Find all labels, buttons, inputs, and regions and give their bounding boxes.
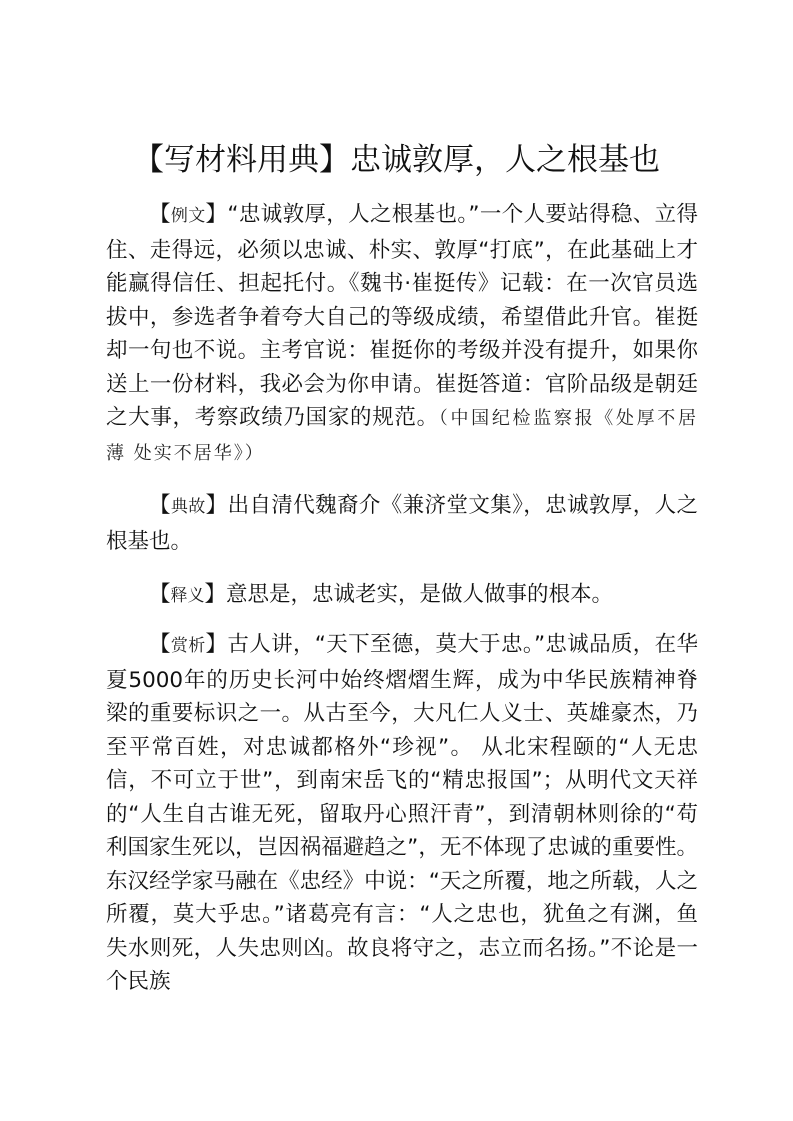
section-allusion [106,489,698,558]
section-tag-label: 典故 [170,497,206,517]
section-example [106,198,698,470]
section-tag: 【例文】 [149,202,228,227]
section-tag: 【释义】 [149,582,227,607]
section-tag-label: 例文 [170,206,206,226]
section-tag-label: 释义 [170,586,205,606]
document-title: 【写材料用典】忠诚敦厚，人之根基也 [133,142,660,178]
section-text: 古人讲，“天下至德，莫大于忠。”忠诚品质，在华夏5000年的历史长河中始终熠熠生辉，成为中华民族精神脊梁的重要标识之一。从古至今，大凡仁人义士、英雄豪杰，乃至平常百姓，对忠诚都格外“珍视”。 从北宋程颐的“人无忠信，不可立于世”，到南宋岳飞的“精忠报国”；从明代文天祥的“人生自古谁无死，留取丹心照汗青”，到清朝林则徐的“苟利国家生死以，岂因祸福避趋之”，无不体现了忠诚的重要性。东汉经学家马融在《忠经》中说：“天之所覆，地之所载，人之所覆，莫大乎忠。”诸葛亮有言：“人之忠也，犹鱼之有渊，鱼失水则死，人失忠则凶。故良将守之，志立而名扬。”不论是一个民族 [106,632,698,994]
section-text: 意思是，忠诚老实，是做人做事的根本。 [226,582,614,607]
section-meaning [106,578,698,614]
section-text: “忠诚敦厚，人之根基也。”一个人要站得稳、立得住、走得远，必须以忠诚、朴实、敦厚“打底”，在此基础上才能赢得信任、担起托付。《魏书·崔挺传》记载：在一次官员选拔中，参选者争着夸大自己的等级成绩，希望借此升官。崔挺却一句也不说。主考官说：崔挺你的考级并没有提升，如果你送上一份材料，我必会为你申请。崔挺答道：官阶品级是朝廷之大事，考察政绩乃国家的规范。 [106,202,698,430]
section-appreciation [106,628,698,999]
section-tag: 【赏析】 [149,632,228,657]
section-tag-label: 赏析 [170,636,206,656]
source-note: （中国纪检监察报《处厚不居薄 处实不居华》） [106,408,698,464]
section-tag: 【典故】 [149,493,228,518]
section-text: 出自清代魏裔介《兼济堂文集》，忠诚敦厚，人之根基也。 [106,493,698,554]
